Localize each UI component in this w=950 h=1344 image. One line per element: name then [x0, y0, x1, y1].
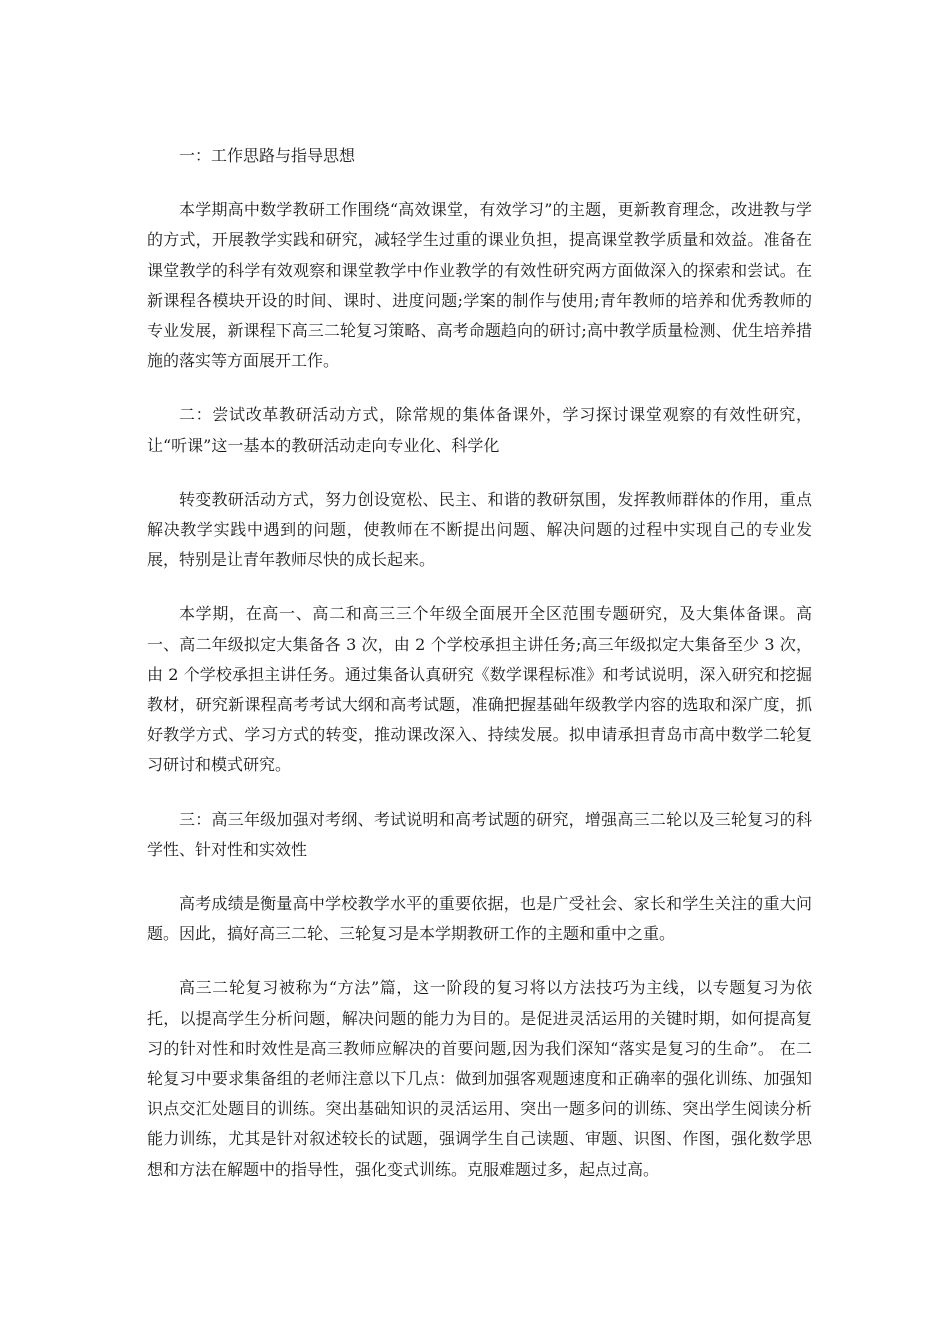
section-heading-2: 二：尝试改革教研活动方式，除常规的集体备课外，学习探讨课堂观察的有效性研究，让“听课”这一基本的教研活动走向专业化、科学化 — [147, 405, 812, 455]
document-body — [147, 141, 812, 1185]
section-heading-3: 三：高三年级加强对考纲、考试说明和高考试题的研究，增强高三二轮以及三轮复习的科学性、针对性和实效性 — [147, 809, 812, 859]
paragraph-activity-reform: 转变教研活动方式，努力创设宽松、民主、和谐的教研氛围，发挥教师群体的作用，重点解决教学实践中遇到的问题，使教师在不断提出问题、解决问题的过程中实现自己的专业发展，特别是让青年教师尽快的成长起来。 — [147, 489, 812, 570]
paragraph-exam-importance: 高考成绩是衡量高中学校教学水平的重要依据，也是广受社会、家长和学生关注的重大问题。因此，搞好高三二轮、三轮复习是本学期教研工作的主题和重中之重。 — [147, 894, 812, 944]
section-heading-1: 一：工作思路与指导思想 — [179, 146, 356, 165]
paragraph-overview: 本学期高中数学教研工作围绕“高效课堂，有效学习”的主题，更新教育理念，改进教与学的方式，开展教学实践和研究，减轻学生过重的课业负担，提高课堂教学质量和效益。准备在课堂教学的科学有效观察和课堂教学中作业教学的有效性研究两方面做深入的探索和尝试。在新课程各模块开设的时间、课时、进度问题;学案的制作与使用;青年教师的培养和优秀教师的专业发展，新课程下高三二轮复习策略、高考命题趋向的研讨;高中教学质量检测、优生培养措施的落实等方面展开工作。 — [147, 200, 812, 371]
paragraph-second-round-review: 高三二轮复习被称为“方法”篇，这一阶段的复习将以方法技巧为主线，以专题复习为依托，以提高学生分析问题，解决问题的能力为目的。是促进灵活运用的关键时期，如何提高复习的针对性和时效性是高三教师应解决的首要问题,因为我们深知“落实是复习的生命”。 在二轮复习中要求集备组的老师注意以下几点：做到加强客观题速度和正确率的强化训练、加强知识点交汇处题目的训练。突出基础知识的灵活运用、突出一题多问的训练、突出学生阅读分析能力训练，尤其是针对叙述较长的试题，强调学生自己读题、审题、识图、作图，强化数学思想和方法在解题中的指导性，强化变式训练。克服难题过多，起点过高。 — [147, 978, 812, 1179]
paragraph-semester-plan: 本学期，在高一、高二和高三三个年级全面展开全区范围专题研究，及大集体备课。高一、高二年级拟定大集备各 3 次，由 2 个学校承担主讲任务;高三年级拟定大集备至少 3 次，由 2 个学校承担主讲任务。通过集备认真研究《数学课程标准》和考试说明，深入研究和挖掘教材，研究新课程高考考试大纲和高考试题，准确把握基础年级教学内容的选取和深广度，抓好教学方式、学习方式的转变，推动课改深入、持续发展。拟申请承担青岛市高中数学二轮复习研讨和模式研究。 — [147, 604, 812, 775]
